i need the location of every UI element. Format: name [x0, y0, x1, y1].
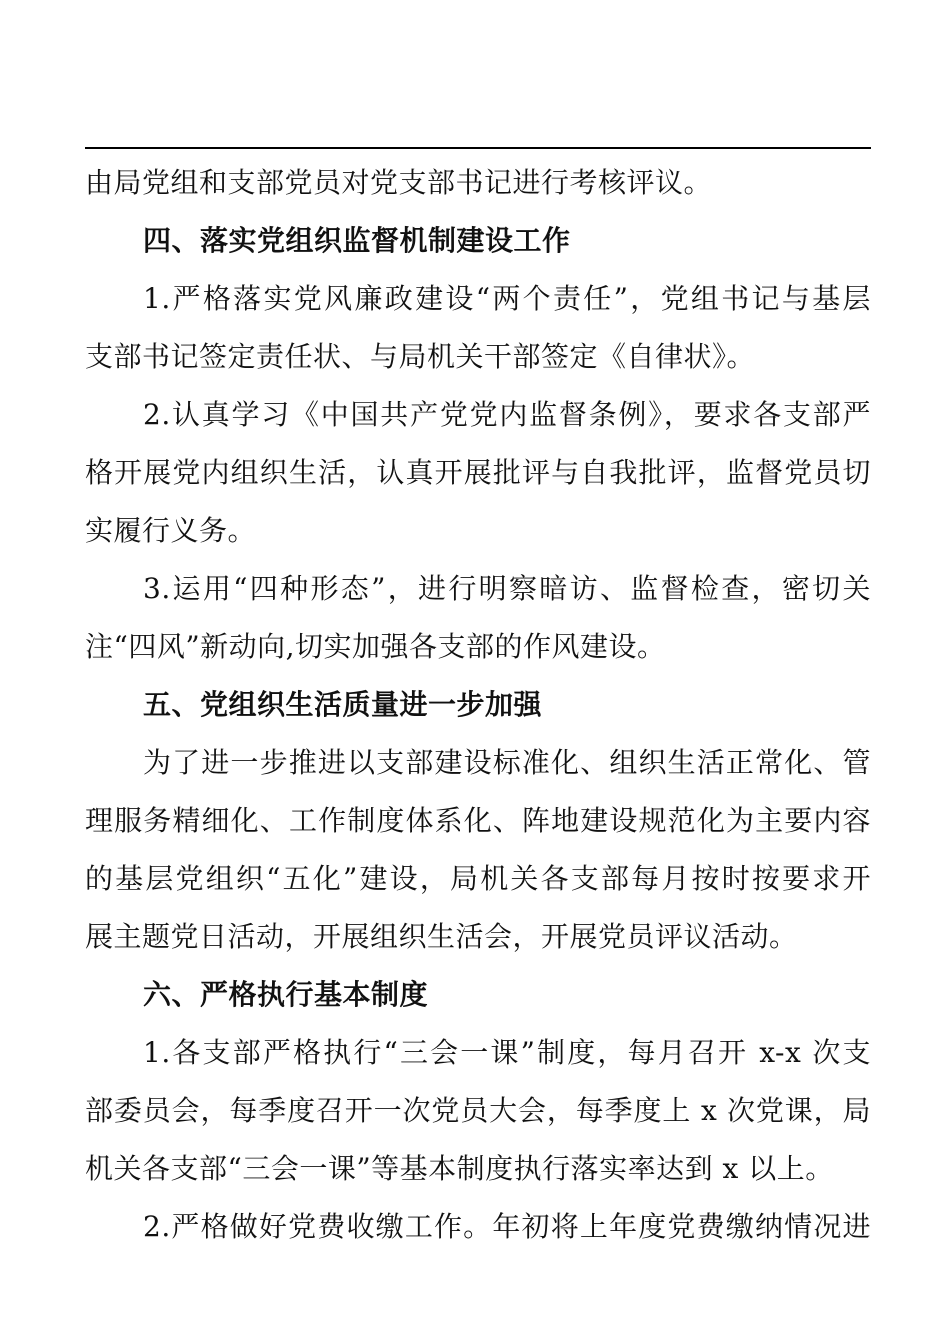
s4-item1-line2: 支部书记签定责任状、与局机关干部签定《自律状》。	[85, 340, 756, 373]
s4-item2-line3: 实履行义务。	[85, 514, 257, 547]
s4-item2-line2: 格开展党内组织生活，认真开展批评与自我批评，监督党员切	[85, 456, 871, 489]
s5-para-line1: 为了进一步推进以支部建设标准化、组织生活正常化、管	[143, 746, 871, 779]
s6-item2-line1: 2.严格做好党费收缴工作。年初将上年度党费缴纳情况进	[143, 1210, 871, 1243]
s6-item1-line1: 1.各支部严格执行“三会一课”制度，每月召开 x-x 次支	[143, 1036, 871, 1069]
continuation-line: 由局党组和支部党员对党支部书记进行考核评议。	[85, 166, 713, 199]
s4-item3-line1: 3.运用“四种形态”，进行明察暗访、监督检查，密切关	[143, 572, 871, 605]
s5-para-line4: 展主题党日活动，开展组织生活会，开展党员评议活动。	[85, 920, 798, 953]
s5-para-line3: 的基层党组织“五化”建设，局机关各支部每月按时按要求开	[85, 862, 871, 895]
section-heading-6: 六、严格执行基本制度	[143, 978, 429, 1011]
s5-para-line2: 理服务精细化、工作制度体系化、阵地建设规范化为主要内容	[85, 804, 871, 837]
s4-item2-line1: 2.认真学习《中国共产党党内监督条例》，要求各支部严	[143, 398, 871, 431]
s6-item1-line2: 部委员会，每季度召开一次党员大会，每季度上 x 次党课，局	[85, 1094, 871, 1127]
header-rule	[85, 147, 871, 149]
section-heading-5: 五、党组织生活质量进一步加强	[143, 688, 543, 721]
section-heading-4: 四、落实党组织监督机制建设工作	[143, 224, 571, 257]
s4-item3-line2: 注“四风”新动向,切实加强各支部的作风建设。	[85, 630, 666, 663]
s4-item1-line1: 1.严格落实党风廉政建设“两个责任”，党组书记与基层	[143, 282, 871, 315]
document-body	[85, 150, 871, 1256]
s6-item1-line3: 机关各支部“三会一课”等基本制度执行落实率达到 x 以上。	[85, 1152, 834, 1185]
